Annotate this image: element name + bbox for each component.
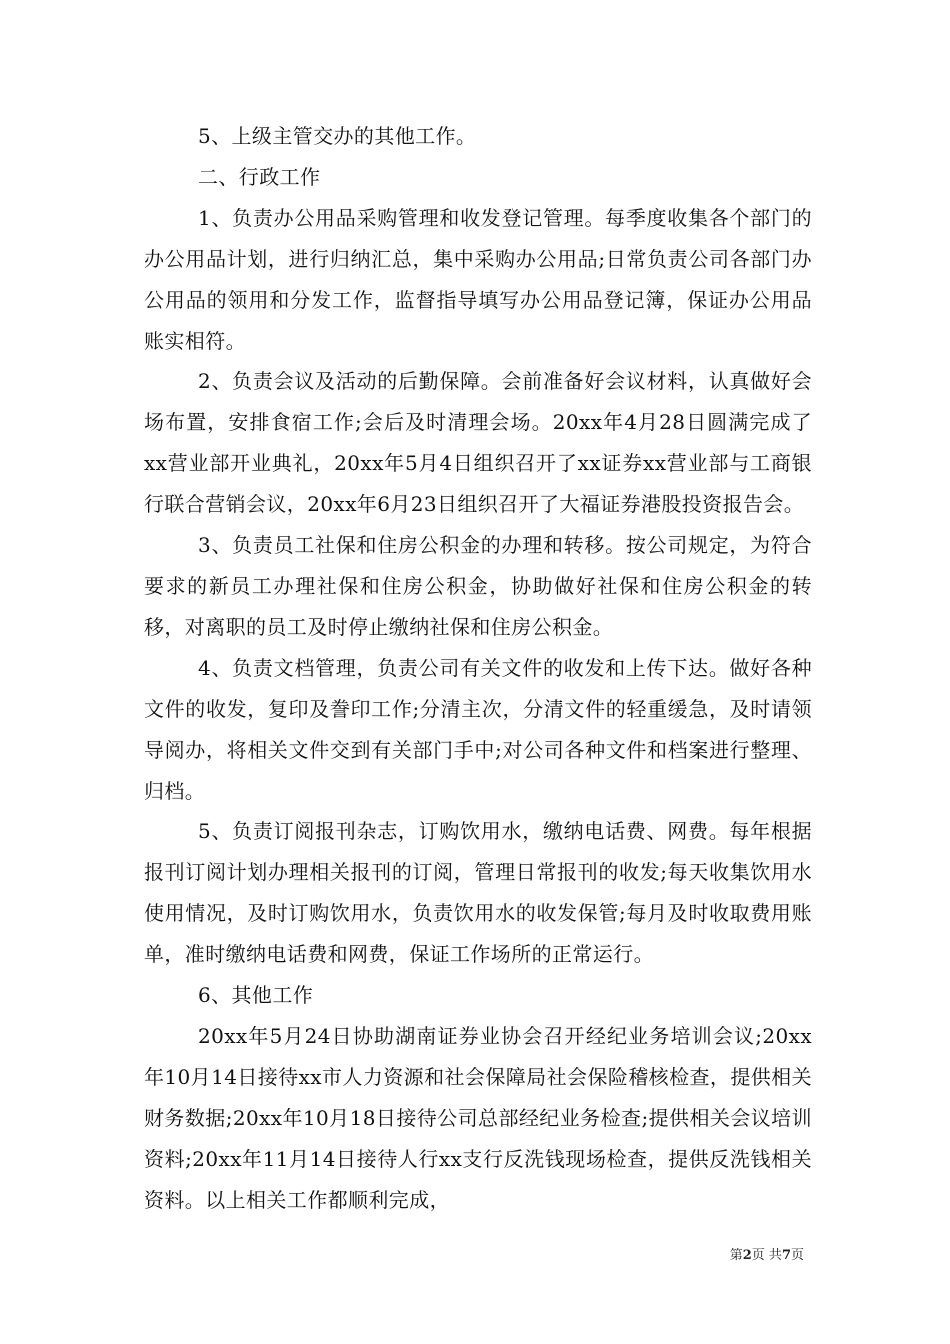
paragraph-document-management: 4、负责文档管理，负责公司有关文件的收发和上传下达。做好各种文件的收发，复印及誊印工作;分清主次，分清文件的轻重缓急，及时请领导阅办，将相关文件交到有关部门手中;对公司各种文件和档案进行整理、归档。 bbox=[144, 655, 812, 803]
body-text bbox=[144, 116, 812, 1220]
footer-prefix: 第 bbox=[729, 1248, 743, 1263]
paragraph-item-5-supervisor-tasks: 5、上级主管交办的其他工作。 bbox=[198, 124, 477, 148]
footer-middle: 页 共 bbox=[751, 1248, 782, 1263]
paragraph-office-supplies: 1、负责办公用品采购管理和收发登记管理。每季度收集各个部门的办公用品计划，进行归纳汇总，集中采购办公用品;日常负责公司各部门办公用品的领用和分发工作，监督指导填写办公用品登记簿，保证办公用品账实相符。 bbox=[144, 205, 812, 353]
total-pages-number: 7 bbox=[781, 1248, 791, 1263]
paragraph-subscriptions: 5、负责订阅报刊杂志，订购饮用水，缴纳电话费、网费。每年根据报刊订阅计划办理相关报刊的订阅，管理日常报刊的收发;每天收集饮用水使用情况，及时订购饮用水，负责饮用水的收发保管;每月及时收取费用账单，准时缴纳电话费和网费，保证工作场所的正常运行。 bbox=[144, 819, 812, 967]
current-page-number: 2 bbox=[742, 1248, 752, 1263]
paragraph-meeting-logistics: 2、负责会议及活动的后勤保障。会前准备好会议材料，认真做好会场布置，安排食宿工作;会后及时清理会场。20xx年4月28日圆满完成了xx营业部开业典礼，20xx年5月4日组织召开了xx证券xx营业部与工商银行联合营销会议，20xx年6月23日组织召开了大福证券港股投资报告会。 bbox=[144, 369, 812, 517]
section-heading-admin-work: 二、行政工作 bbox=[198, 164, 321, 189]
paragraph-social-insurance: 3、负责员工社保和住房公积金的办理和转移。按公司规定，为符合要求的新员工办理社保和住房公积金，协助做好社保和住房公积金的转移，对离职的员工及时停止缴纳社保和住房公积金。 bbox=[144, 533, 812, 639]
paragraph-other-work-details: 20xx年5月24日协助湖南证券业协会召开经纪业务培训会议;20xx年10月14日接待xx市人力资源和社会保障局社会保险稽核检查，提供相关财务数据;20xx年10月18日接待公司总部经纪业务检查;提供相关会议培训资料;20xx年11月14日接待人行xx支行反洗钱现场检查，提供反洗钱相关资料。以上相关工作都顺利完成， bbox=[144, 1023, 812, 1212]
paragraph-other-work-heading: 6、其他工作 bbox=[198, 983, 314, 1008]
page-number-footer bbox=[730, 1248, 804, 1264]
footer-suffix: 页 bbox=[790, 1248, 804, 1263]
